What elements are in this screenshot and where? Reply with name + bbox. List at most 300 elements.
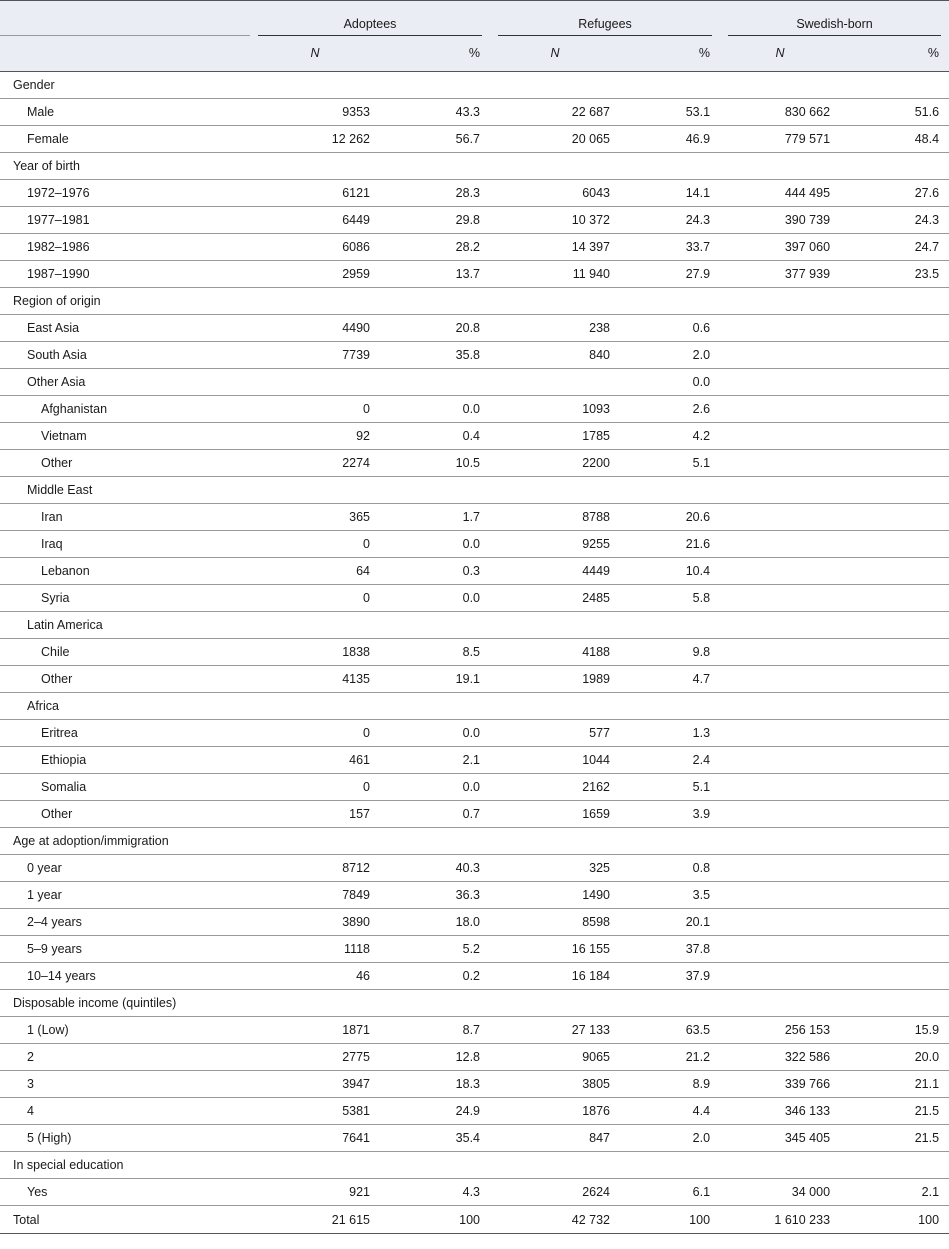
cell-pct: 15.9 <box>840 1017 949 1044</box>
cell-pct: 0.0 <box>620 369 720 396</box>
row-label: 5–9 years <box>0 936 250 963</box>
cell-pct: 0.0 <box>380 774 490 801</box>
cell-pct: 48.4 <box>840 126 949 153</box>
cell-pct: 24.3 <box>620 207 720 234</box>
cell-n: 3947 <box>250 1071 380 1098</box>
cell-n <box>250 72 380 99</box>
cell-n: 7849 <box>250 882 380 909</box>
cell-pct: 0.6 <box>620 315 720 342</box>
cell-pct <box>840 909 949 936</box>
cell-pct <box>620 693 720 720</box>
cell-n: 1876 <box>490 1098 620 1125</box>
row-label: 0 year <box>0 855 250 882</box>
cell-pct: 21.5 <box>840 1098 949 1125</box>
cell-pct: 0.3 <box>380 558 490 585</box>
table-row <box>0 342 949 369</box>
cell-pct <box>840 153 949 180</box>
table-row <box>0 396 949 423</box>
table-row <box>0 126 949 153</box>
cell-pct: 43.3 <box>380 99 490 126</box>
cell-pct: 10.5 <box>380 450 490 477</box>
table-row <box>0 1017 949 1044</box>
cell-n <box>720 288 840 315</box>
table-row <box>0 936 949 963</box>
table-row <box>0 693 949 720</box>
cell-n: 365 <box>250 504 380 531</box>
cell-pct: 35.4 <box>380 1125 490 1152</box>
cell-pct: 23.5 <box>840 261 949 288</box>
cell-n: 4135 <box>250 666 380 693</box>
cell-n: 1044 <box>490 747 620 774</box>
cell-n: 157 <box>250 801 380 828</box>
cell-n: 3890 <box>250 909 380 936</box>
cell-pct: 20.1 <box>620 909 720 936</box>
cell-pct <box>380 72 490 99</box>
cell-pct: 29.8 <box>380 207 490 234</box>
cell-n: 22 687 <box>490 99 620 126</box>
cell-pct: 37.8 <box>620 936 720 963</box>
table-row <box>0 234 949 261</box>
cell-pct: 63.5 <box>620 1017 720 1044</box>
cell-pct <box>380 828 490 855</box>
cell-n: 847 <box>490 1125 620 1152</box>
table-row <box>0 369 949 396</box>
cell-n: 577 <box>490 720 620 747</box>
table-row <box>0 261 949 288</box>
cell-pct: 5.1 <box>620 774 720 801</box>
cell-n: 1490 <box>490 882 620 909</box>
row-label: Other Asia <box>0 369 250 396</box>
cell-n: 14 397 <box>490 234 620 261</box>
cell-n: 4449 <box>490 558 620 585</box>
cell-n <box>720 801 840 828</box>
cell-pct: 0.7 <box>380 801 490 828</box>
cell-pct: 13.7 <box>380 261 490 288</box>
cell-n <box>720 477 840 504</box>
cell-pct <box>840 504 949 531</box>
cell-pct: 0.2 <box>380 963 490 990</box>
cell-pct <box>840 396 949 423</box>
table-row <box>0 72 949 99</box>
cell-pct: 6.1 <box>620 1179 720 1206</box>
cell-n <box>720 693 840 720</box>
cell-n: 339 766 <box>720 1071 840 1098</box>
cell-n: 2775 <box>250 1044 380 1071</box>
cell-pct: 12.8 <box>380 1044 490 1071</box>
cell-pct <box>840 72 949 99</box>
cell-pct: 2.1 <box>380 747 490 774</box>
row-label: Other <box>0 450 250 477</box>
cell-n: 8712 <box>250 855 380 882</box>
cell-pct: 0.0 <box>380 531 490 558</box>
cell-n: 1 610 233 <box>720 1206 840 1234</box>
cell-pct: 5.8 <box>620 585 720 612</box>
cell-pct <box>380 1152 490 1179</box>
cell-n <box>720 666 840 693</box>
cell-n <box>720 450 840 477</box>
cell-n <box>490 828 620 855</box>
row-label: 1 year <box>0 882 250 909</box>
cell-pct <box>840 1152 949 1179</box>
cell-pct: 46.9 <box>620 126 720 153</box>
table-row <box>0 180 949 207</box>
table-row <box>0 153 949 180</box>
cell-n <box>490 1152 620 1179</box>
table-row <box>0 720 949 747</box>
table-row <box>0 288 949 315</box>
row-label: 2 <box>0 1044 250 1071</box>
table-row <box>0 207 949 234</box>
cell-pct: 24.9 <box>380 1098 490 1125</box>
cell-pct: 1.7 <box>380 504 490 531</box>
cell-n <box>250 477 380 504</box>
row-label: In special education <box>0 1152 250 1179</box>
cell-n: 5381 <box>250 1098 380 1125</box>
header-subrow <box>0 36 949 72</box>
cell-pct: 20.6 <box>620 504 720 531</box>
row-label: 1982–1986 <box>0 234 250 261</box>
header-n-refugees: N <box>490 36 620 72</box>
cell-pct <box>840 855 949 882</box>
row-label: East Asia <box>0 315 250 342</box>
cell-n <box>250 369 380 396</box>
cell-n: 256 153 <box>720 1017 840 1044</box>
cell-n: 1785 <box>490 423 620 450</box>
cell-pct: 19.1 <box>380 666 490 693</box>
cell-pct <box>620 72 720 99</box>
cell-pct: 4.2 <box>620 423 720 450</box>
row-label: Yes <box>0 1179 250 1206</box>
cell-n: 1659 <box>490 801 620 828</box>
cell-n <box>720 612 840 639</box>
cell-pct: 56.7 <box>380 126 490 153</box>
cell-n: 1989 <box>490 666 620 693</box>
cell-pct: 0.0 <box>380 396 490 423</box>
cell-n: 444 495 <box>720 180 840 207</box>
cell-pct: 4.7 <box>620 666 720 693</box>
cell-n: 3805 <box>490 1071 620 1098</box>
row-label: Lebanon <box>0 558 250 585</box>
cell-n: 2200 <box>490 450 620 477</box>
row-label: Region of origin <box>0 288 250 315</box>
cell-pct <box>840 666 949 693</box>
cell-n: 6121 <box>250 180 380 207</box>
cell-pct <box>380 288 490 315</box>
row-label: Gender <box>0 72 250 99</box>
cell-pct <box>380 477 490 504</box>
cell-n <box>490 990 620 1017</box>
row-label: Chile <box>0 639 250 666</box>
table-row <box>0 1179 949 1206</box>
cell-pct: 27.6 <box>840 180 949 207</box>
cell-pct: 100 <box>840 1206 949 1234</box>
cell-n: 840 <box>490 342 620 369</box>
cell-pct <box>840 315 949 342</box>
cell-pct: 5.1 <box>620 450 720 477</box>
cell-pct <box>840 936 949 963</box>
cell-pct: 20.8 <box>380 315 490 342</box>
cell-pct: 37.9 <box>620 963 720 990</box>
table-row <box>0 855 949 882</box>
cell-n <box>250 153 380 180</box>
cell-pct <box>840 612 949 639</box>
cell-n <box>720 855 840 882</box>
cell-pct: 2.0 <box>620 342 720 369</box>
cell-n: 2959 <box>250 261 380 288</box>
cell-n <box>720 396 840 423</box>
cell-n: 4490 <box>250 315 380 342</box>
row-label: 10–14 years <box>0 963 250 990</box>
cell-pct: 28.2 <box>380 234 490 261</box>
row-label: Middle East <box>0 477 250 504</box>
cell-pct <box>840 693 949 720</box>
cell-n: 7739 <box>250 342 380 369</box>
cell-n: 1093 <box>490 396 620 423</box>
row-label: Africa <box>0 693 250 720</box>
table-row <box>0 612 949 639</box>
cell-pct <box>840 477 949 504</box>
cell-n <box>250 990 380 1017</box>
table-row <box>0 666 949 693</box>
cell-pct <box>840 801 949 828</box>
cell-n: 2485 <box>490 585 620 612</box>
cell-pct <box>840 828 949 855</box>
cell-pct: 21.5 <box>840 1125 949 1152</box>
row-label: Somalia <box>0 774 250 801</box>
cell-pct <box>380 153 490 180</box>
cell-n: 0 <box>250 585 380 612</box>
header-swedish-born: Swedish-born <box>720 1 949 36</box>
cell-pct: 10.4 <box>620 558 720 585</box>
cell-pct <box>620 288 720 315</box>
cell-n: 0 <box>250 531 380 558</box>
cell-pct: 36.3 <box>380 882 490 909</box>
table-row <box>0 1206 949 1234</box>
cell-pct <box>840 342 949 369</box>
cell-n <box>250 828 380 855</box>
cell-pct: 27.9 <box>620 261 720 288</box>
cell-n: 2624 <box>490 1179 620 1206</box>
cell-pct <box>380 612 490 639</box>
table-row <box>0 585 949 612</box>
cell-pct: 0.4 <box>380 423 490 450</box>
cell-pct: 18.3 <box>380 1071 490 1098</box>
cell-n: 64 <box>250 558 380 585</box>
cell-pct <box>840 369 949 396</box>
cell-pct: 100 <box>380 1206 490 1234</box>
cell-n <box>720 990 840 1017</box>
cell-n: 8598 <box>490 909 620 936</box>
cell-n <box>720 774 840 801</box>
cell-n: 377 939 <box>720 261 840 288</box>
header-pct-refugees: % <box>620 36 720 72</box>
header-group-row <box>0 1 949 36</box>
row-label: South Asia <box>0 342 250 369</box>
cell-pct: 3.9 <box>620 801 720 828</box>
cell-n: 238 <box>490 315 620 342</box>
cell-n: 4188 <box>490 639 620 666</box>
cell-pct: 8.9 <box>620 1071 720 1098</box>
cell-n: 42 732 <box>490 1206 620 1234</box>
cell-n: 921 <box>250 1179 380 1206</box>
cell-n: 397 060 <box>720 234 840 261</box>
cell-pct: 21.2 <box>620 1044 720 1071</box>
cell-pct: 1.3 <box>620 720 720 747</box>
row-label: Female <box>0 126 250 153</box>
cell-n <box>720 639 840 666</box>
cell-pct: 9.8 <box>620 639 720 666</box>
cell-n <box>250 288 380 315</box>
cell-n: 92 <box>250 423 380 450</box>
cell-pct <box>620 477 720 504</box>
cell-pct <box>840 639 949 666</box>
cell-n: 12 262 <box>250 126 380 153</box>
cell-pct: 5.2 <box>380 936 490 963</box>
cell-n <box>720 558 840 585</box>
table-row <box>0 801 949 828</box>
cell-n <box>720 936 840 963</box>
cell-n <box>720 72 840 99</box>
header-refugees: Refugees <box>490 1 720 36</box>
cell-n <box>720 747 840 774</box>
table-row <box>0 963 949 990</box>
row-label: Afghanistan <box>0 396 250 423</box>
cell-n <box>250 1152 380 1179</box>
cell-n: 1118 <box>250 936 380 963</box>
cell-pct <box>840 747 949 774</box>
cell-pct <box>840 963 949 990</box>
row-label: 1972–1976 <box>0 180 250 207</box>
cell-n: 2274 <box>250 450 380 477</box>
cell-pct: 100 <box>620 1206 720 1234</box>
table-row <box>0 882 949 909</box>
row-label: Syria <box>0 585 250 612</box>
cell-pct <box>840 774 949 801</box>
header-pct-adoptees: % <box>380 36 490 72</box>
cell-n: 325 <box>490 855 620 882</box>
cell-pct <box>380 693 490 720</box>
cell-pct <box>620 153 720 180</box>
cell-pct: 40.3 <box>380 855 490 882</box>
cell-n: 6086 <box>250 234 380 261</box>
cell-n <box>490 369 620 396</box>
cell-pct: 21.1 <box>840 1071 949 1098</box>
cell-pct: 51.6 <box>840 99 949 126</box>
table-row <box>0 504 949 531</box>
cell-n <box>720 828 840 855</box>
cell-n: 346 133 <box>720 1098 840 1125</box>
table-row <box>0 1044 949 1071</box>
table-row <box>0 315 949 342</box>
cell-pct: 4.3 <box>380 1179 490 1206</box>
cell-pct <box>840 288 949 315</box>
table-row <box>0 531 949 558</box>
cell-pct <box>840 450 949 477</box>
row-label: 5 (High) <box>0 1125 250 1152</box>
table-row <box>0 639 949 666</box>
cell-pct: 2.6 <box>620 396 720 423</box>
cell-n <box>720 153 840 180</box>
cell-n: 345 405 <box>720 1125 840 1152</box>
cell-pct <box>840 423 949 450</box>
cell-pct <box>840 558 949 585</box>
cell-pct <box>840 531 949 558</box>
cell-pct <box>840 720 949 747</box>
cell-n: 0 <box>250 774 380 801</box>
row-label: 3 <box>0 1071 250 1098</box>
cell-n: 1871 <box>250 1017 380 1044</box>
cell-pct <box>620 1152 720 1179</box>
row-label: Vietnam <box>0 423 250 450</box>
cell-n <box>720 423 840 450</box>
header-n-adoptees: N <box>250 36 380 72</box>
cell-n <box>720 504 840 531</box>
cell-n: 9353 <box>250 99 380 126</box>
cell-pct: 33.7 <box>620 234 720 261</box>
cell-pct: 0.0 <box>380 585 490 612</box>
cell-pct: 24.3 <box>840 207 949 234</box>
header-n-swedish: N <box>720 36 840 72</box>
table-row <box>0 1152 949 1179</box>
cell-pct: 8.7 <box>380 1017 490 1044</box>
cell-n: 779 571 <box>720 126 840 153</box>
cell-pct <box>840 882 949 909</box>
table-row <box>0 1125 949 1152</box>
cell-n: 830 662 <box>720 99 840 126</box>
cell-n <box>720 909 840 936</box>
cell-n <box>720 531 840 558</box>
table-row <box>0 558 949 585</box>
cell-n: 8788 <box>490 504 620 531</box>
row-label: Latin America <box>0 612 250 639</box>
cell-n <box>720 882 840 909</box>
table-row <box>0 1098 949 1125</box>
table-row <box>0 990 949 1017</box>
cell-n <box>250 612 380 639</box>
cell-n: 9065 <box>490 1044 620 1071</box>
cell-n: 16 184 <box>490 963 620 990</box>
cell-n <box>720 342 840 369</box>
cell-pct <box>380 990 490 1017</box>
cell-n: 461 <box>250 747 380 774</box>
table-row <box>0 477 949 504</box>
cell-n <box>720 369 840 396</box>
row-label: Ethiopia <box>0 747 250 774</box>
cell-n <box>720 963 840 990</box>
cell-pct: 2.4 <box>620 747 720 774</box>
cell-n: 27 133 <box>490 1017 620 1044</box>
cell-pct: 35.8 <box>380 342 490 369</box>
header-pct-swedish: % <box>840 36 949 72</box>
row-label: Eritrea <box>0 720 250 747</box>
cell-n: 10 372 <box>490 207 620 234</box>
cell-n <box>720 315 840 342</box>
row-label: Iran <box>0 504 250 531</box>
cell-n: 2162 <box>490 774 620 801</box>
cell-pct: 8.5 <box>380 639 490 666</box>
cell-pct: 18.0 <box>380 909 490 936</box>
cell-n: 46 <box>250 963 380 990</box>
cell-n: 1838 <box>250 639 380 666</box>
table-row <box>0 774 949 801</box>
cell-pct: 28.3 <box>380 180 490 207</box>
cell-n: 6043 <box>490 180 620 207</box>
cell-n: 20 065 <box>490 126 620 153</box>
row-label: Iraq <box>0 531 250 558</box>
cell-n: 16 155 <box>490 936 620 963</box>
cell-n: 34 000 <box>720 1179 840 1206</box>
row-label: Total <box>0 1206 250 1234</box>
